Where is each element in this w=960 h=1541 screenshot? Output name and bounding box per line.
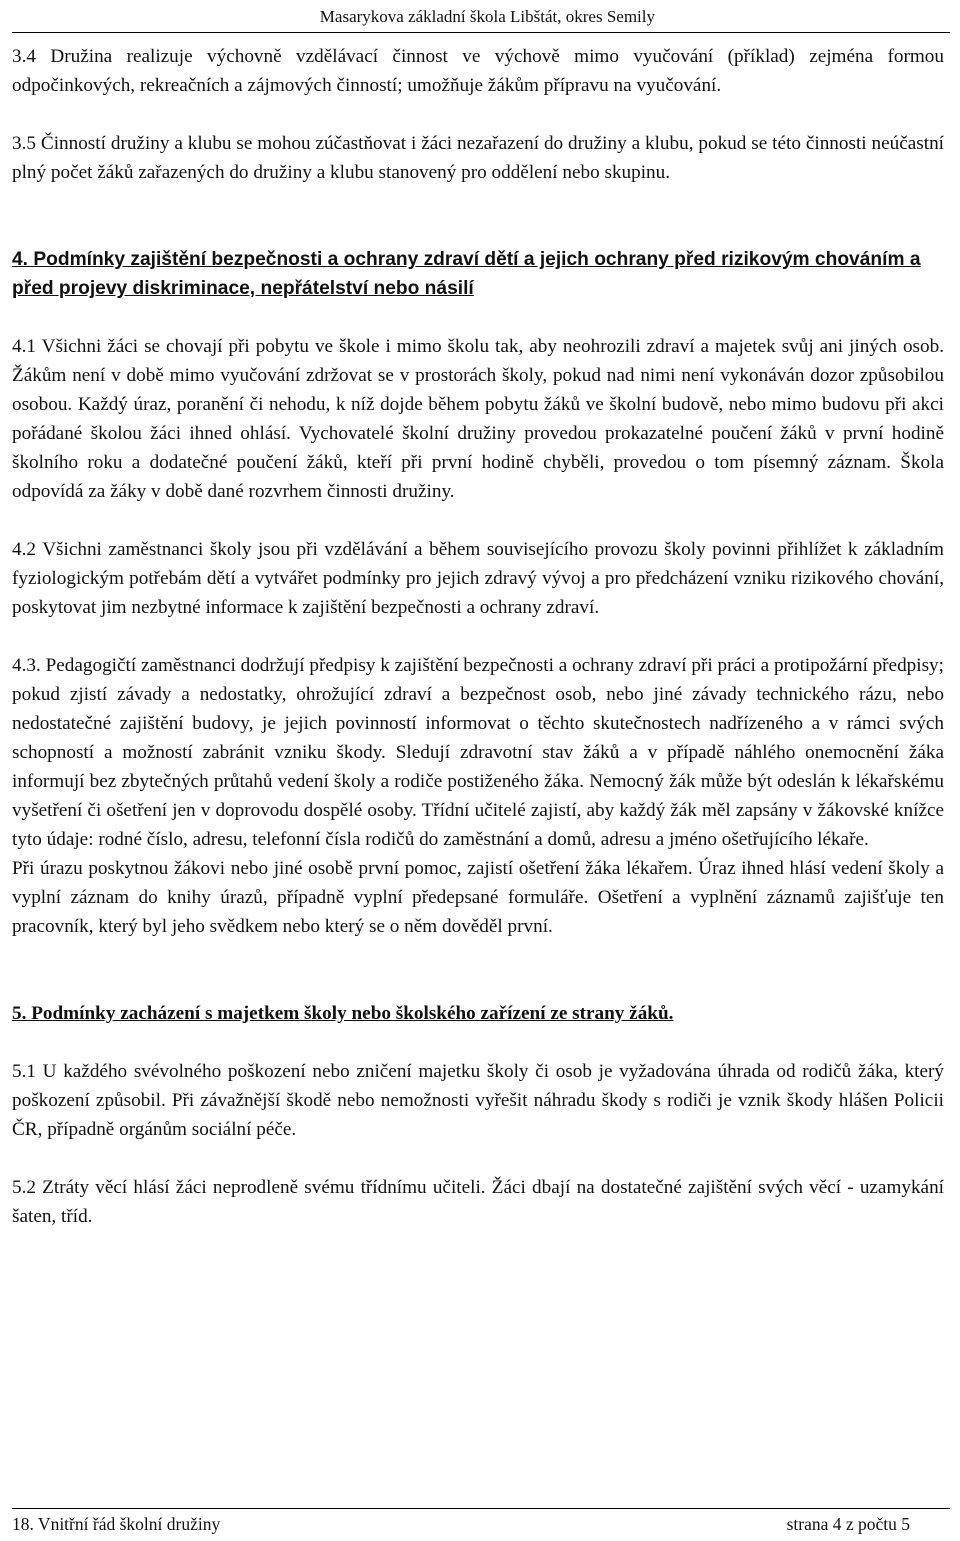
page-footer bbox=[12, 1508, 950, 1539]
header-school-name: Masarykova základní škola Libštát, okres Semily bbox=[319, 7, 655, 26]
footer-page-number: strana 4 z počtu 5 bbox=[786, 1514, 910, 1534]
paragraph-5-1: 5.1 U každého svévolného poškození nebo zničení majetku školy či osob je vyžadována úhrada od rodičů žáka, který poškození způsobil. Při závažnější škodě nebo nemožnosti vyřešit náhradu škody s rodiči je vznik škody hlášen Policii ČR, případně orgánům sociální péče. bbox=[12, 1061, 944, 1140]
page-header bbox=[12, 2, 950, 33]
paragraph-3-4: 3.4 Družina realizuje výchovně vzdělávací činnost ve výchově mimo vyučování (příklad) zejména formou odpočinkových, rekreačních a zájmových činností; umožňuje žákům přípravu na vyučování. bbox=[12, 46, 944, 96]
paragraph-4-1: 4.1 Všichni žáci se chovají při pobytu ve škole i mimo školu tak, aby neohrozili zdraví a majetek svůj ani jiných osob. Žákům není v době mimo vyučování zdržovat se v prostorách školy, pokud nad nimi není vykonáván dozor způsobilou osobou. Každý úraz, poranění či nehodu, k níž dojde během pobytu žáků ve školní budově, nebo mimo budovu při akci pořádané školou žáci ihned ohlásí. Vychovatelé školní družiny provedou prokazatelné poučení žáků v první hodině školního roku a dodatečné poučení žáků, kteří při první hodině chyběli, provedou o tom písemný záznam. Škola odpovídá za žáky v době dané rozvrhem činnosti družiny. bbox=[12, 336, 944, 502]
paragraph-3-5: 3.5 Činností družiny a klubu se mohou zúčastňovat i žáci nezařazení do družiny a klubu, pokud se této činnosti neúčastní plný počet žáků zařazených do družiny a klubu stanovený pro oddělení nebo skupinu. bbox=[12, 133, 944, 183]
paragraph-4-3-injury: Při úrazu poskytnou žákovi nebo jiné osobě první pomoc, zajistí ošetření žáka lékařem. Úraz ihned hlásí vedení školy a vyplní záznam do knihy úrazů, případně vyplní předepsané formuláře. Ošetření a vyplnění záznamů zajišťuje ten pracovník, který byl jeho svědkem nebo který se o něm dověděl první. bbox=[12, 858, 944, 937]
heading-section-5: 5. Podmínky zacházení s majetkem školy nebo školského zařízení ze strany žáků. bbox=[12, 1003, 674, 1024]
paragraph-5-2: 5.2 Ztráty věcí hlásí žáci neprodleně svému třídnímu učiteli. Žáci dbají na dostatečné zajištění svých věcí - uzamykání šaten, tříd. bbox=[12, 1177, 944, 1227]
document-body bbox=[12, 42, 944, 1231]
paragraph-4-2: 4.2 Všichni zaměstnanci školy jsou při vzdělávání a během souvisejícího provozu školy povinni přihlížet k základním fyziologickým potřebám dětí a vytvářet podmínky pro jejich zdravý vývoj a pro předcházení vzniku rizikového chování, poskytovat jim nezbytné informace k zajištění bezpečnosti a ochrany zdraví. bbox=[12, 539, 944, 618]
footer-document-title: 18. Vnitřní řád školní družiny bbox=[12, 1514, 221, 1534]
paragraph-4-3: 4.3. Pedagogičtí zaměstnanci dodržují předpisy k zajištění bezpečnosti a ochrany zdraví při práci a protipožární předpisy; pokud zjistí závady a nedostatky, ohrožující zdraví a bezpečnost osob, nebo jiné závady technického rázu, nebo nedostatečné zajištění budovy, je jejich povinností informovat o těchto skutečnostech nadřízeného a v rámci svých schopností a možností zabránit vzniku škody. Sledují zdravotní stav žáků a v případě náhlého onemocnění žáka informují bez zbytečných průtahů vedení školy a rodiče postiženého žáka. Nemocný žák může být odeslán k lékařskému vyšetření či ošetření jen v doprovodu dospělé osoby. Třídní učitelé zajistí, aby každý žák měl zapsány v žákovské knížce tyto údaje: rodné číslo, adresu, telefonní čísla rodičů do zaměstnání a domů, adresu a jméno ošetřujícího lékaře. bbox=[12, 655, 944, 850]
heading-section-4: 4. Podmínky zajištění bezpečnosti a ochrany zdraví dětí a jejich ochrany před rizikovým chováním a před projevy diskriminace, nepřátelství nebo násilí bbox=[12, 249, 921, 299]
